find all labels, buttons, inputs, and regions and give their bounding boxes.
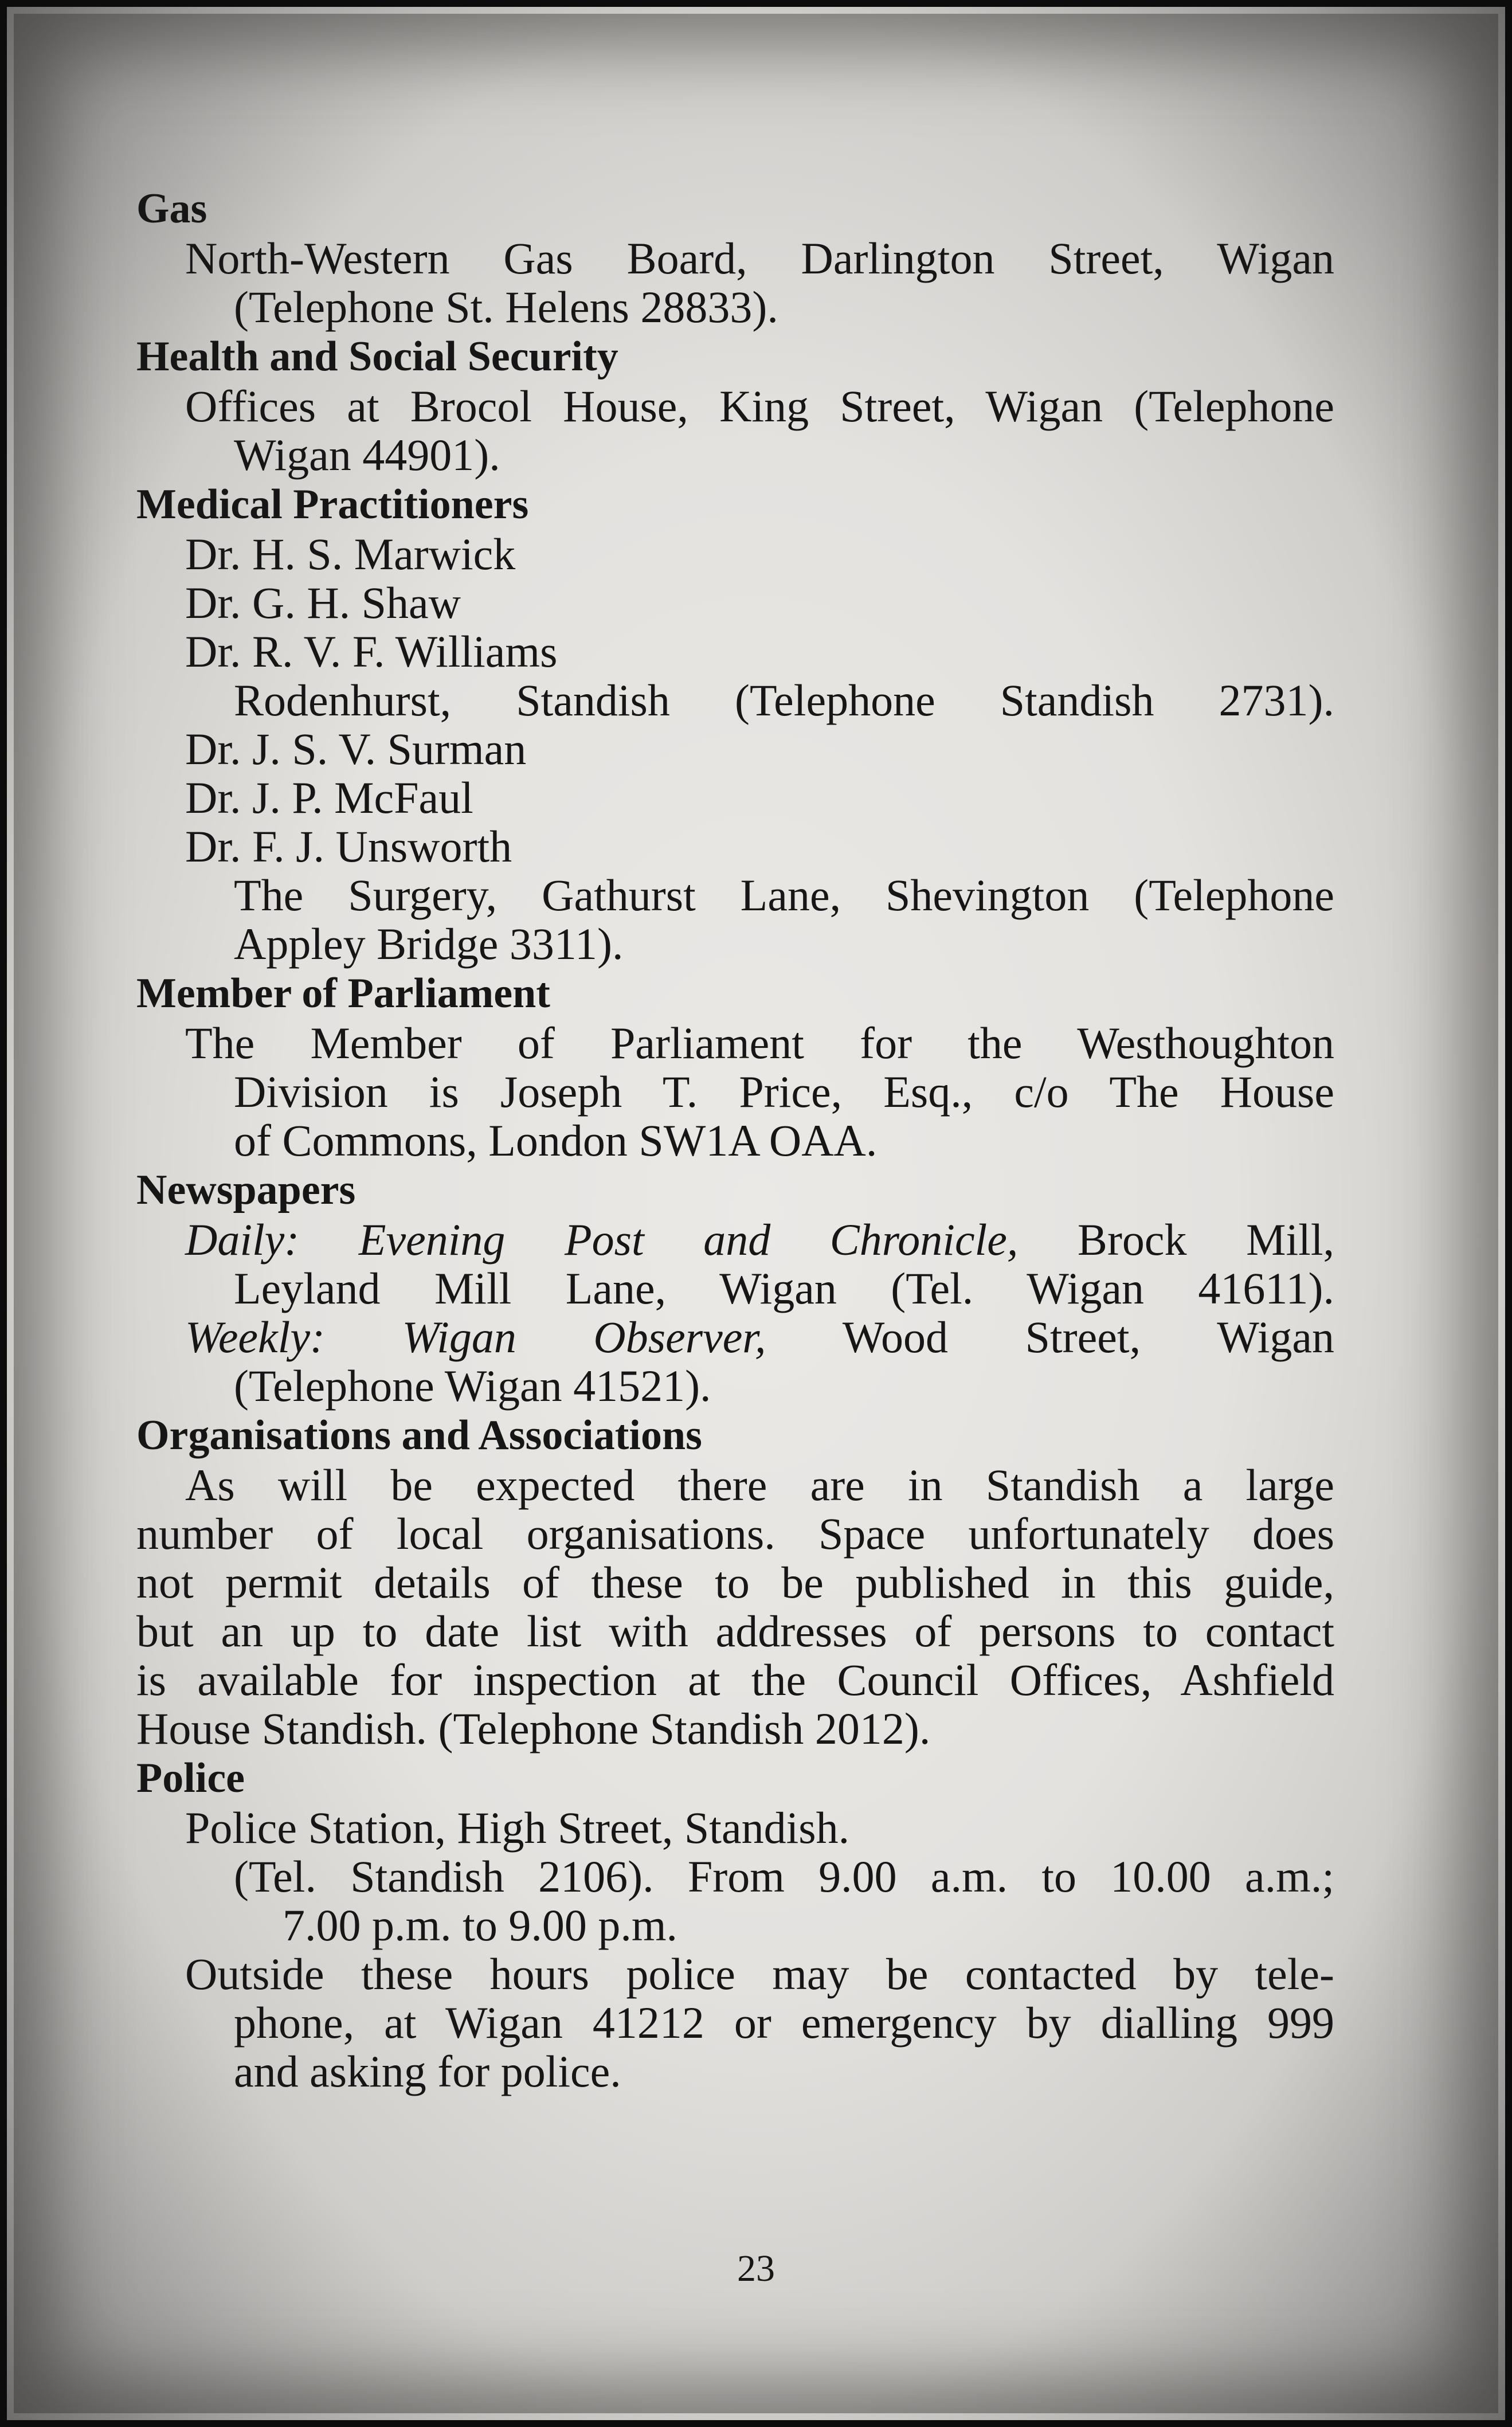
text-line: number of local organisations. Space unfortunately does <box>136 1509 1334 1559</box>
text-line: The Member of Parliament for the Westhoughton <box>185 1018 1334 1068</box>
text-line: Outside these hours police may be contacted by tele- <box>185 1949 1334 1999</box>
section-organisations <box>136 1410 1334 1753</box>
section-body <box>136 1215 1334 1410</box>
text-line <box>185 1313 1334 1361</box>
text-line <box>185 1215 1334 1264</box>
text-line: not permit details of these to be published in this guide, <box>136 1557 1334 1607</box>
section-heading: Newspapers <box>136 1166 356 1214</box>
section-body <box>136 234 1334 331</box>
text-line: Dr. J. S. V. Surman <box>185 724 527 774</box>
page-number: 23 <box>737 2248 775 2289</box>
section-heading: Police <box>136 1755 245 1802</box>
text-line: Offices at Brocol House, King Street, Wigan (Telephone <box>185 381 1334 431</box>
text-line: phone, at Wigan 41212 or emergency by dialling 999 <box>234 1998 1334 2048</box>
text-line: North-Western Gas Board, Darlington Street, Wigan <box>185 233 1334 283</box>
section-heading: Medical Practitioners <box>136 481 529 528</box>
section-body <box>136 1461 1334 1753</box>
text-line: (Telephone St. Helens 28833). <box>234 282 778 332</box>
text-line: Appley Bridge 3311). <box>234 919 624 969</box>
section-gas <box>136 183 1334 331</box>
section-heading: Gas <box>136 185 207 232</box>
text-line: Dr. J. P. McFaul <box>185 773 473 823</box>
daily-newspaper: Daily: Evening Post and Chronicle, <box>185 1215 1019 1265</box>
text-line: of Commons, London SW1A OAA. <box>234 1115 878 1165</box>
section-heading: Organisations and Associations <box>136 1412 702 1459</box>
text-line: Rodenhurst, Standish (Telephone Standish 2731). <box>234 675 1334 725</box>
text-line: House Standish. (Telephone Standish 2012). <box>136 1704 931 1753</box>
text-line: Dr. R. V. F. Williams <box>185 627 558 676</box>
text-line: Dr. F. J. Unsworth <box>185 821 512 871</box>
section-police <box>136 1753 1334 2096</box>
section-health <box>136 331 1334 479</box>
text-line: Dr. H. S. Marwick <box>185 529 516 579</box>
section-medical <box>136 479 1334 968</box>
section-body <box>136 530 1334 968</box>
section-heading: Health and Social Security <box>136 333 618 380</box>
text-line: (Tel. Standish 2106). From 9.00 a.m. to 10.00 a.m.; <box>234 1851 1334 1901</box>
section-body <box>136 382 1334 479</box>
section-body <box>136 1803 1334 2096</box>
text-line: 7.00 p.m. to 9.00 p.m. <box>283 1900 678 1950</box>
weekly-newspaper: Weekly: Wigan Observer, <box>185 1312 766 1362</box>
section-body <box>136 1019 1334 1165</box>
text-line: Division is Joseph T. Price, Esq., c/o The House <box>234 1067 1334 1117</box>
text-line: Dr. G. H. Shaw <box>185 578 461 628</box>
text-line: and asking for police. <box>234 2046 621 2096</box>
section-newspapers <box>136 1165 1334 1410</box>
daily-address: Brock Mill, <box>1018 1215 1334 1265</box>
text-line: Wigan 44901). <box>234 430 500 480</box>
text-line: is available for inspection at the Council Offices, Ashfield <box>136 1655 1334 1705</box>
document-page <box>136 183 1334 2096</box>
text-line: but an up to date list with addresses of persons to contact <box>136 1606 1334 1656</box>
text-line: Leyland Mill Lane, Wigan (Tel. Wigan 41611). <box>234 1263 1334 1313</box>
section-mp <box>136 968 1334 1165</box>
section-heading: Member of Parliament <box>136 970 550 1017</box>
text-line: (Telephone Wigan 41521). <box>234 1361 711 1411</box>
text-line: As will be expected there are in Standish a large <box>185 1460 1334 1510</box>
weekly-address: Wood Street, Wigan <box>766 1312 1335 1362</box>
text-line: The Surgery, Gathurst Lane, Shevington (Telephone <box>234 870 1334 920</box>
text-line: Police Station, High Street, Standish. <box>185 1803 850 1853</box>
